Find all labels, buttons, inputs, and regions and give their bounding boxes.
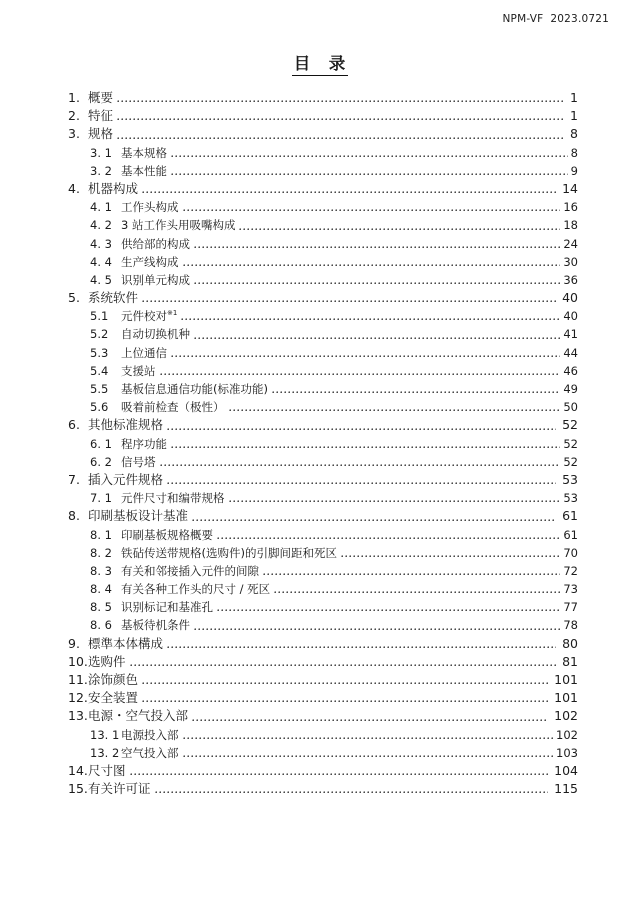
toc-entry-page: 24 (563, 236, 578, 251)
toc-dot-leader (167, 482, 556, 485)
toc-dot-leader (274, 591, 560, 594)
toc-entry (0, 598, 578, 616)
toc-entry (0, 435, 578, 453)
toc-entry-page: 52 (563, 454, 578, 469)
toc-dot-leader (155, 791, 549, 794)
toc-dot-leader (167, 646, 556, 649)
toc-entry-number: 1. (68, 90, 80, 105)
toc-entry-number: 5.3 (90, 345, 109, 360)
toc-entry (0, 489, 578, 507)
toc-entry-title: 系统软件 (88, 290, 139, 306)
toc-entry-page: 30 (563, 254, 578, 269)
toc-entry-number: 5.6 (90, 400, 109, 415)
toc-entry-page: 70 (563, 545, 578, 560)
toc-dot-leader (142, 191, 556, 194)
toc-entry-number: 13. (68, 708, 88, 724)
toc-entry-page: 41 (563, 327, 578, 342)
toc-entry-title: 工作头构成 (121, 200, 179, 215)
toc-dot-leader (239, 228, 560, 231)
toc-entry (0, 562, 578, 580)
toc-entry-title: 有关许可证 (88, 781, 151, 797)
toc-entry (0, 507, 578, 525)
toc-entry-title: 插入元件规格 (88, 471, 164, 487)
toc-dot-leader (117, 100, 564, 103)
toc-entry-page: 101 (554, 672, 578, 687)
toc-entry-number: 8. 6 (90, 618, 112, 633)
toc-entry (0, 271, 578, 289)
toc-dot-leader (194, 628, 560, 631)
toc-entry-title: 上位通信 (121, 345, 167, 360)
toc-entry (0, 125, 578, 143)
toc-dot-leader (192, 719, 548, 722)
toc-dot-leader (167, 428, 556, 431)
toc-entry-number: 5.2 (90, 327, 109, 342)
toc-dot-leader (229, 409, 561, 412)
toc-entry (0, 744, 578, 762)
toc-entry (0, 362, 578, 380)
toc-dot-leader (181, 318, 560, 321)
toc-entry (0, 635, 578, 653)
toc-dot-leader (117, 137, 564, 140)
toc-entry-footnote-mark: ※1 (167, 309, 178, 318)
toc-entry-number: 4. 4 (90, 254, 112, 269)
toc-entry (0, 780, 578, 798)
toc-entry-title: 程序功能 (121, 436, 167, 451)
toc-entry-page: 53 (563, 491, 578, 506)
toc-entry-number: 13. 1 (90, 727, 120, 742)
toc-entry (0, 671, 578, 689)
toc-entry (0, 416, 578, 434)
toc-dot-leader (194, 282, 560, 285)
toc-entry-page: 73 (563, 582, 578, 597)
toc-entry-title: 有关各种工作头的尺寸 / 死区 (121, 582, 271, 597)
toc-entry (0, 526, 578, 544)
toc-entry-number: 4. 5 (90, 272, 112, 287)
toc-entry-number: 7. (68, 471, 80, 487)
toc-entry-number: 8. 2 (90, 545, 112, 560)
toc-entry-page: 46 (563, 363, 578, 378)
toc-entry (0, 307, 578, 325)
toc-entry-title: 电源投入部 (121, 727, 179, 742)
toc-dot-leader (130, 664, 557, 667)
toc-entry (0, 325, 578, 343)
toc-entry-number: 4. (68, 180, 80, 196)
toc-entry-number: 2. (68, 108, 80, 124)
toc-dot-leader (171, 173, 568, 176)
toc-entry (0, 453, 578, 471)
toc-dot-leader (183, 737, 554, 740)
toc-entry-title: 信号塔 (121, 454, 156, 469)
toc-entry-title: 涂饰颜色 (88, 672, 139, 687)
toc-dot-leader (117, 118, 564, 121)
toc-dot-leader (263, 573, 560, 576)
toc-dot-leader (229, 500, 561, 503)
toc-entry (0, 89, 578, 107)
toc-entry (0, 216, 578, 234)
toc-dot-leader (142, 700, 548, 703)
toc-entry (0, 180, 578, 198)
toc-entry (0, 344, 578, 362)
toc-entry-title: 3 站工作头用吸嘴构成 (121, 218, 236, 233)
toc-entry (0, 616, 578, 634)
toc-entry (0, 726, 578, 744)
toc-entry-title: 尺寸图 (88, 762, 126, 778)
toc-entry-title: 概要 (88, 90, 114, 105)
toc-entry-number: 6. (68, 417, 80, 433)
toc-entry-page: 61 (562, 508, 578, 524)
toc-entry (0, 544, 578, 562)
toc-entry (0, 144, 578, 162)
toc-entry-page: 78 (563, 618, 578, 633)
toc-entry-page: 52 (563, 436, 578, 451)
toc-dot-leader (183, 264, 561, 267)
toc-dot-leader (142, 300, 556, 303)
toc-entry-number: 4. 1 (90, 200, 112, 215)
toc-dot-leader (194, 337, 560, 340)
toc-entry-title: 选购件 (88, 653, 126, 669)
toc-entry (0, 253, 578, 271)
toc-entry (0, 689, 578, 707)
toc-entry-page: 16 (563, 200, 578, 215)
toc-entry-number: 8. 4 (90, 582, 112, 597)
table-of-contents (0, 89, 578, 798)
toc-entry (0, 198, 578, 216)
toc-entry-page: 1 (570, 108, 578, 124)
toc-entry-number: 3. 1 (90, 145, 112, 160)
toc-dot-leader (160, 464, 561, 467)
toc-entry-title: 基板待机条件 (121, 618, 190, 633)
page-title (0, 50, 640, 76)
toc-entry-page: 104 (554, 762, 578, 778)
toc-dot-leader (217, 537, 560, 540)
toc-dot-leader (183, 209, 561, 212)
toc-entry-number: 7. 1 (90, 491, 112, 506)
toc-entry (0, 289, 578, 307)
toc-entry-page: 14 (562, 180, 578, 196)
toc-entry-title: 元件校对$^{※1}$ (121, 309, 178, 324)
toc-entry-page: 52 (562, 417, 578, 433)
toc-entry (0, 653, 578, 671)
toc-entry (0, 707, 578, 725)
toc-entry-number: 10. (68, 653, 88, 669)
toc-entry-number: 4. 3 (90, 236, 112, 251)
toc-entry-page: 9 (570, 163, 578, 178)
toc-entry-title: 元件尺寸和编带规格 (121, 491, 225, 506)
toc-entry (0, 762, 578, 780)
toc-entry-number: 13. 2 (90, 745, 120, 760)
toc-entry-title: 吸着前检查（极性） (121, 400, 225, 415)
toc-entry-number: 6. 1 (90, 436, 112, 451)
toc-entry-title: 基本性能 (121, 163, 167, 178)
toc-entry-page: 18 (563, 218, 578, 233)
toc-entry-page: 102 (556, 727, 578, 742)
toc-dot-leader (272, 391, 560, 394)
toc-entry-page: 44 (563, 345, 578, 360)
toc-entry-page: 101 (554, 690, 578, 706)
toc-dot-leader (192, 519, 556, 522)
toc-entry-number: 8. 3 (90, 563, 112, 578)
toc-entry-title: 安全装置 (88, 690, 139, 706)
toc-entry-number: 8. 1 (90, 527, 112, 542)
toc-entry-number: 11. (68, 672, 88, 687)
toc-entry-number: 5. (68, 290, 80, 306)
toc-entry-page: 50 (563, 400, 578, 415)
toc-entry-title: 其他标准规格 (88, 417, 164, 433)
toc-entry-title: 生产线构成 (121, 254, 179, 269)
toc-entry-number: 6. 2 (90, 454, 112, 469)
toc-entry-title: 铁砧传送带规格(选购件)的引脚间距和死区 (121, 545, 337, 560)
toc-entry-number: 3. 2 (90, 163, 112, 178)
toc-entry-page: 77 (563, 600, 578, 615)
toc-entry (0, 235, 578, 253)
toc-entry-page: 102 (554, 708, 578, 724)
toc-entry-number: 5.4 (90, 363, 109, 378)
toc-entry-number: 8. (68, 508, 80, 524)
toc-entry-title: 电源・空气投入部 (88, 708, 189, 724)
toc-entry-page: 81 (562, 653, 578, 669)
toc-entry-number: 12. (68, 690, 88, 706)
toc-entry-title: 支援站 (121, 363, 156, 378)
toc-entry-title: 基板信息通信功能(标准功能) (121, 382, 268, 396)
toc-entry-title: 基本规格 (121, 145, 167, 160)
toc-entry (0, 471, 578, 489)
toc-entry-page: 61 (563, 527, 578, 542)
toc-entry-title: 空气投入部 (121, 745, 179, 760)
toc-entry-number: 8. 5 (90, 600, 112, 615)
toc-dot-leader (171, 446, 560, 449)
toc-dot-leader (130, 773, 549, 776)
toc-entry-number: 5.5 (90, 382, 109, 396)
document-reference: NPM-VF 2023.0721 (502, 13, 609, 25)
toc-entry-page: 36 (563, 272, 578, 287)
toc-entry-page: 80 (562, 635, 578, 651)
toc-entry-number: 3. (68, 126, 80, 142)
toc-dot-leader (194, 246, 560, 249)
toc-entry-page: 40 (562, 290, 578, 306)
toc-dot-leader (341, 555, 560, 558)
toc-entry-title: 机器构成 (88, 180, 139, 196)
toc-dot-leader (142, 682, 548, 685)
toc-entry-page: 115 (554, 781, 578, 797)
toc-entry-title: 有关和邻接插入元件的间隙 (121, 563, 259, 578)
toc-entry-number: 15. (68, 781, 88, 797)
toc-entry-title: 识别标记和基准孔 (121, 600, 213, 615)
toc-entry-title: 特征 (88, 108, 114, 124)
toc-entry-page: 40 (563, 309, 578, 324)
toc-entry (0, 398, 578, 416)
toc-entry-number: 14. (68, 762, 88, 778)
toc-entry-page: 53 (562, 471, 578, 487)
toc-entry-title: 供给部的构成 (121, 236, 190, 251)
toc-entry (0, 107, 578, 125)
page-title-text: 目 录 (292, 50, 349, 76)
toc-entry-title: 標準本体構成 (88, 635, 164, 651)
toc-entry-title: 自动切换机种 (121, 327, 190, 342)
toc-entry-title: 识别单元构成 (121, 272, 190, 287)
toc-entry (0, 162, 578, 180)
toc-entry-title: 规格 (88, 126, 114, 142)
toc-entry-title: 印刷基板规格概要 (121, 527, 213, 542)
toc-entry-page: 8 (570, 126, 578, 142)
toc-dot-leader (171, 155, 568, 158)
toc-entry-page: 103 (556, 745, 578, 760)
toc-entry-page: 8 (570, 145, 578, 160)
toc-entry (0, 580, 578, 598)
toc-dot-leader (183, 755, 554, 758)
toc-entry-number: 4. 2 (90, 218, 112, 233)
toc-entry-number: 5.1 (90, 309, 109, 324)
toc-entry-page: 49 (563, 382, 578, 396)
toc-dot-leader (160, 373, 561, 376)
toc-dot-leader (217, 609, 560, 612)
toc-entry-page: 1 (570, 90, 578, 105)
toc-entry-title: 印刷基板设计基准 (88, 508, 189, 524)
toc-entry (0, 380, 578, 398)
toc-dot-leader (171, 355, 560, 358)
toc-entry-page: 72 (563, 563, 578, 578)
toc-entry-number: 9. (68, 635, 80, 651)
